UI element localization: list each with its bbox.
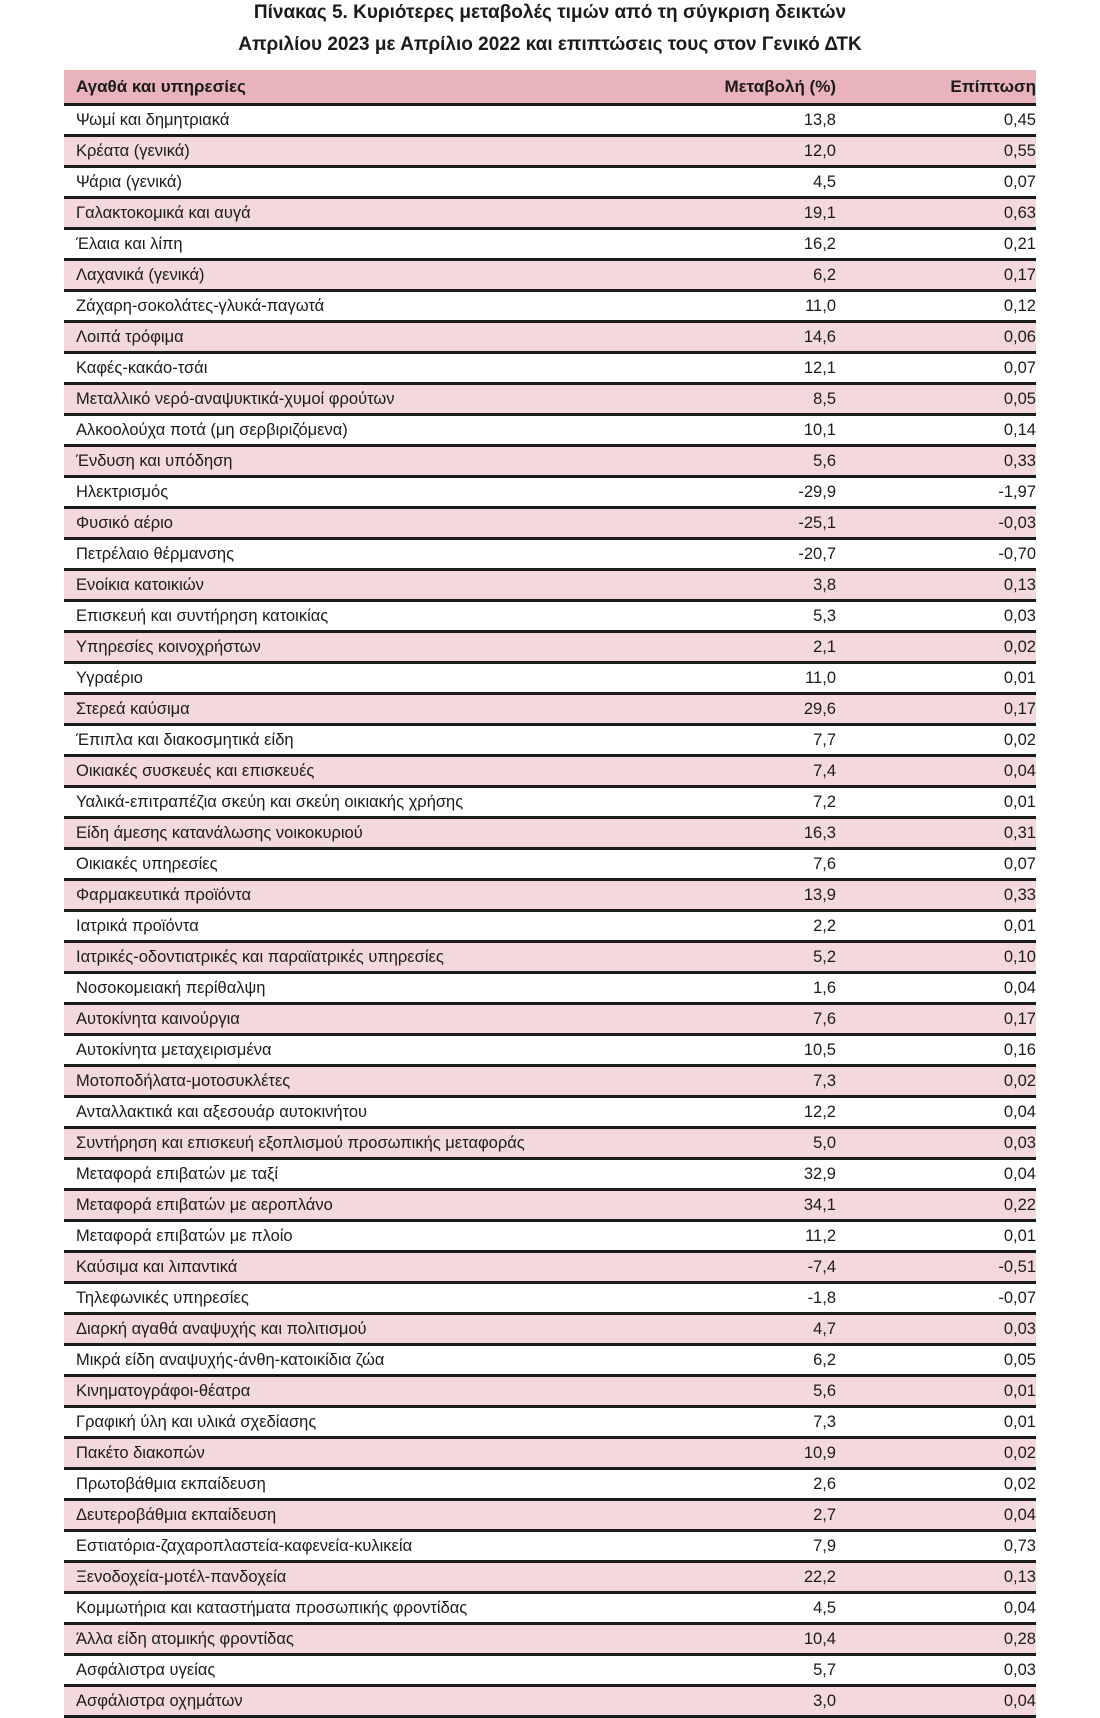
row-impact: 0,04 (1003, 1164, 1036, 1183)
row-impact: 0,03 (1003, 1319, 1036, 1338)
row-change: 11,0 (805, 668, 836, 687)
row-impact: 0,22 (1003, 1195, 1036, 1214)
row-item: Γαλακτοκομικά και αυγά (76, 203, 251, 222)
row-change: 10,9 (803, 1443, 836, 1462)
row-impact: 0,10 (1003, 947, 1036, 966)
row-item: Αλκοολούχα ποτά (μη σερβιριζόμενα) (76, 420, 348, 439)
table-row (64, 788, 1036, 819)
row-item: Κομμωτήρια και καταστήματα προσωπικής φροντίδας (76, 1598, 468, 1617)
row-change: 7,9 (813, 1536, 836, 1555)
table-row (64, 168, 1036, 199)
row-impact: -1,97 (998, 482, 1036, 501)
row-item: Αυτοκίνητα μεταχειρισμένα (76, 1040, 272, 1059)
row-item: Φαρμακευτικά προϊόντα (76, 885, 251, 904)
row-change: -7,4 (807, 1257, 836, 1276)
caption-line-1: Πίνακας 5. Κυριότερες μεταβολές τιμών από τη σύγκριση δεικτών (253, 2, 847, 23)
table-row (64, 1005, 1036, 1036)
row-item: Ψάρια (γενικά) (76, 172, 182, 191)
table-caption (0, 0, 1100, 61)
row-item: Ψωμί και δημητριακά (76, 110, 230, 129)
table-row (64, 912, 1036, 943)
row-impact: 0,05 (1003, 1350, 1036, 1369)
row-item: Τηλεφωνικές υπηρεσίες (76, 1288, 249, 1307)
row-item: Μεταφορά επιβατών με πλοίο (76, 1226, 293, 1245)
row-item: Κινηματογράφοι-θέατρα (76, 1381, 251, 1400)
row-item: Διαρκή αγαθά αναψυχής και πολιτισμού (76, 1319, 367, 1338)
row-change: 4,7 (813, 1319, 836, 1338)
row-impact: 0,55 (1003, 141, 1036, 160)
caption-line-2: Απριλίου 2023 με Απρίλιο 2022 και επιπτώσεις τους στον Γενικό ΔΤΚ (238, 34, 862, 55)
price-changes-table (64, 70, 1036, 1718)
row-change: 1,6 (813, 978, 836, 997)
row-item: Ανταλλακτικά και αξεσουάρ αυτοκινήτου (76, 1102, 368, 1121)
row-item: Έλαια και λίπη (76, 234, 183, 253)
row-item: Πετρέλαιο θέρμανσης (76, 544, 235, 563)
row-change: 4,5 (813, 1598, 836, 1617)
row-change: 10,1 (803, 420, 836, 439)
row-item: Ασφάλιστρα οχημάτων (76, 1691, 243, 1710)
row-item: Δευτεροβάθμια εκπαίδευση (76, 1505, 277, 1524)
row-impact: 0,28 (1003, 1629, 1036, 1648)
table-row (64, 1129, 1036, 1160)
row-item: Λαχανικά (γενικά) (76, 265, 205, 284)
table-row (64, 881, 1036, 912)
row-impact: -0,70 (998, 544, 1036, 563)
row-item: Ξενοδοχεία-μοτέλ-πανδοχεία (76, 1567, 287, 1586)
row-change: 12,1 (803, 358, 836, 377)
row-item: Εστιατόρια-ζαχαροπλαστεία-καφενεία-κυλικεία (76, 1536, 413, 1555)
row-item: Ασφάλιστρα υγείας (76, 1660, 216, 1679)
row-change: 12,0 (803, 141, 836, 160)
row-change: 3,8 (813, 575, 836, 594)
table-row (64, 137, 1036, 168)
table-row (64, 292, 1036, 323)
row-change: 7,7 (813, 730, 836, 749)
row-change: 5,6 (813, 451, 836, 470)
row-impact: 0,45 (1003, 110, 1036, 129)
table-row (64, 1346, 1036, 1377)
row-impact: 0,17 (1003, 265, 1036, 284)
row-change: 19,1 (803, 203, 836, 222)
table-row (64, 602, 1036, 633)
row-change: 29,6 (803, 699, 836, 718)
header-change: Μεταβολή (%) (724, 76, 836, 96)
table-row (64, 1563, 1036, 1594)
table-row (64, 1625, 1036, 1656)
row-impact: 0,02 (1003, 730, 1036, 749)
row-change: -1,8 (807, 1288, 836, 1307)
row-impact: 0,04 (1003, 1505, 1036, 1524)
row-item: Είδη άμεσης κατανάλωσης νοικοκυριού (76, 823, 363, 842)
table-row (64, 261, 1036, 292)
table-body (64, 106, 1036, 1718)
row-impact: 0,06 (1003, 327, 1036, 346)
row-change: 32,9 (803, 1164, 836, 1183)
row-item: Υαλικά-επιτραπέζια σκεύη και σκεύη οικιακής χρήσης (76, 792, 464, 811)
row-item: Καφές-κακάο-τσάι (76, 358, 208, 377)
row-change: 7,4 (813, 761, 836, 780)
row-item: Στερεά καύσιμα (76, 699, 190, 718)
row-impact: 0,73 (1003, 1536, 1036, 1555)
row-change: 7,2 (813, 792, 836, 811)
table-row (64, 1284, 1036, 1315)
header-impact: Επίπτωση (950, 76, 1036, 96)
row-change: 16,2 (803, 234, 836, 253)
table-row (64, 571, 1036, 602)
row-impact: 0,04 (1003, 1102, 1036, 1121)
row-impact: 0,02 (1003, 1443, 1036, 1462)
table-row (64, 1501, 1036, 1532)
row-change: 13,9 (803, 885, 836, 904)
row-item: Μικρά είδη αναψυχής-άνθη-κατοικίδια ζώα (76, 1350, 385, 1369)
table-row (64, 385, 1036, 416)
row-change: 5,3 (813, 606, 836, 625)
row-impact: 0,01 (1003, 1226, 1036, 1245)
row-change: 7,6 (813, 1009, 836, 1028)
row-item: Έπιπλα και διακοσμητικά είδη (76, 730, 294, 749)
row-impact: 0,04 (1003, 761, 1036, 780)
row-impact: -0,07 (998, 1288, 1036, 1307)
row-change: 5,0 (813, 1133, 836, 1152)
row-change: 13,8 (803, 110, 836, 129)
table-row (64, 974, 1036, 1005)
row-item: Πρωτοβάθμια εκπαίδευση (76, 1474, 266, 1493)
row-impact: 0,21 (1003, 234, 1036, 253)
row-item: Συντήρηση και επισκευή εξοπλισμού προσωπικής μεταφοράς (76, 1133, 525, 1152)
row-change: 7,3 (813, 1071, 836, 1090)
row-change: 2,2 (813, 916, 836, 935)
table-row (64, 1160, 1036, 1191)
row-change: 11,2 (805, 1226, 836, 1245)
row-item: Αυτοκίνητα καινούργια (76, 1009, 240, 1028)
table-row (64, 1470, 1036, 1501)
table-row (64, 540, 1036, 571)
row-impact: 0,02 (1003, 1474, 1036, 1493)
row-change: 11,0 (805, 296, 836, 315)
row-impact: 0,17 (1003, 699, 1036, 718)
row-change: 34,1 (803, 1195, 836, 1214)
table-header-row (64, 70, 1036, 106)
row-item: Υγραέριο (76, 668, 143, 687)
row-impact: 0,04 (1003, 1691, 1036, 1710)
row-impact: 0,05 (1003, 389, 1036, 408)
row-item: Άλλα είδη ατομικής φροντίδας (76, 1629, 294, 1648)
row-change: 22,2 (803, 1567, 836, 1586)
table-row (64, 1191, 1036, 1222)
table-row (64, 323, 1036, 354)
row-impact: 0,13 (1003, 575, 1036, 594)
table-row (64, 478, 1036, 509)
table-row (64, 664, 1036, 695)
row-item: Οικιακές υπηρεσίες (76, 854, 218, 873)
row-item: Κρέατα (γενικά) (76, 141, 190, 160)
row-impact: 0,07 (1003, 172, 1036, 191)
row-impact: -0,03 (998, 513, 1036, 532)
table-row (64, 230, 1036, 261)
row-change: -25,1 (798, 513, 836, 532)
row-item: Επισκευή και συντήρηση κατοικίας (76, 606, 329, 625)
row-impact: 0,33 (1003, 451, 1036, 470)
row-item: Μεταφορά επιβατών με αεροπλάνο (76, 1195, 333, 1214)
row-change: 4,5 (813, 172, 836, 191)
row-change: 16,3 (803, 823, 836, 842)
row-change: 8,5 (813, 389, 836, 408)
row-impact: 0,12 (1003, 296, 1036, 315)
row-item: Μεταλλικό νερό-αναψυκτικά-χυμοί φρούτων (76, 389, 395, 408)
row-impact: 0,04 (1003, 978, 1036, 997)
row-item: Φυσικό αέριο (76, 513, 173, 532)
row-item: Ηλεκτρισμός (76, 482, 169, 501)
table-row (64, 819, 1036, 850)
row-change: 5,6 (813, 1381, 836, 1400)
row-item: Οικιακές συσκευές και επισκευές (76, 761, 315, 780)
row-impact: 0,17 (1003, 1009, 1036, 1028)
row-change: 6,2 (813, 1350, 836, 1369)
row-impact: 0,02 (1003, 637, 1036, 656)
row-item: Ιατρικά προϊόντα (76, 916, 199, 935)
row-impact: 0,04 (1003, 1598, 1036, 1617)
table-row (64, 1594, 1036, 1625)
row-change: 7,6 (813, 854, 836, 873)
row-item: Μεταφορά επιβατών με ταξί (76, 1164, 279, 1183)
row-item: Λοιπά τρόφιμα (76, 327, 184, 346)
row-change: 7,3 (813, 1412, 836, 1431)
row-change: 2,6 (813, 1474, 836, 1493)
table-row (64, 509, 1036, 540)
row-impact: 0,33 (1003, 885, 1036, 904)
row-impact: -0,51 (998, 1257, 1036, 1276)
row-item: Νοσοκομειακή περίθαλψη (76, 978, 266, 997)
row-item: Υπηρεσίες κοινοχρήστων (76, 637, 261, 656)
row-change: 5,7 (813, 1660, 836, 1679)
row-change: -29,9 (798, 482, 836, 501)
row-impact: 0,13 (1003, 1567, 1036, 1586)
row-impact: 0,03 (1003, 606, 1036, 625)
row-impact: 0,07 (1003, 358, 1036, 377)
row-item: Ιατρικές-οδοντιατρικές και παραϊατρικές υπηρεσίες (76, 947, 444, 966)
table-row (64, 1408, 1036, 1439)
row-change: 2,7 (813, 1505, 836, 1524)
table-row (64, 1532, 1036, 1563)
table-row (64, 943, 1036, 974)
row-change: 6,2 (813, 265, 836, 284)
table-row (64, 447, 1036, 478)
row-impact: 0,01 (1003, 792, 1036, 811)
table-row (64, 695, 1036, 726)
row-impact: 0,01 (1003, 668, 1036, 687)
row-change: 12,2 (803, 1102, 836, 1121)
table-row (64, 1656, 1036, 1687)
table-row (64, 1222, 1036, 1253)
row-item: Καύσιμα και λιπαντικά (76, 1257, 238, 1276)
row-impact: 0,02 (1003, 1071, 1036, 1090)
table-row (64, 1098, 1036, 1129)
row-change: -20,7 (798, 544, 836, 563)
row-item: Ενοίκια κατοικιών (76, 575, 204, 594)
table-row (64, 1439, 1036, 1470)
row-change: 10,4 (803, 1629, 836, 1648)
row-item: Μοτοποδήλατα-μοτοσυκλέτες (76, 1071, 291, 1090)
row-impact: 0,03 (1003, 1133, 1036, 1152)
row-change: 3,0 (813, 1691, 836, 1710)
table-row (64, 1687, 1036, 1718)
row-change: 5,2 (813, 947, 836, 966)
row-impact: 0,63 (1003, 203, 1036, 222)
row-impact: 0,16 (1003, 1040, 1036, 1059)
table-row (64, 1315, 1036, 1346)
row-item: Πακέτο διακοπών (76, 1443, 205, 1462)
row-impact: 0,14 (1003, 420, 1036, 439)
row-item: Ζάχαρη-σοκολάτες-γλυκά-παγωτά (76, 296, 325, 315)
table-row (64, 1067, 1036, 1098)
row-change: 2,1 (813, 637, 836, 656)
row-impact: 0,01 (1003, 916, 1036, 935)
row-change: 10,5 (803, 1040, 836, 1059)
table-row (64, 726, 1036, 757)
row-change: 14,6 (803, 327, 836, 346)
header-item: Αγαθά και υπηρεσίες (76, 76, 246, 96)
row-item: Ένδυση και υπόδηση (76, 451, 233, 470)
table-row (64, 1036, 1036, 1067)
row-impact: 0,31 (1003, 823, 1036, 842)
row-impact: 0,01 (1003, 1412, 1036, 1431)
table-row (64, 633, 1036, 664)
table-row (64, 1253, 1036, 1284)
row-item: Γραφική ύλη και υλικά σχεδίασης (76, 1412, 317, 1431)
table-row (64, 354, 1036, 385)
table-row (64, 850, 1036, 881)
table-row (64, 416, 1036, 447)
table-row (64, 106, 1036, 137)
row-impact: 0,01 (1003, 1381, 1036, 1400)
table-row (64, 757, 1036, 788)
row-impact: 0,07 (1003, 854, 1036, 873)
table-row (64, 199, 1036, 230)
row-impact: 0,03 (1003, 1660, 1036, 1679)
table-row (64, 1377, 1036, 1408)
